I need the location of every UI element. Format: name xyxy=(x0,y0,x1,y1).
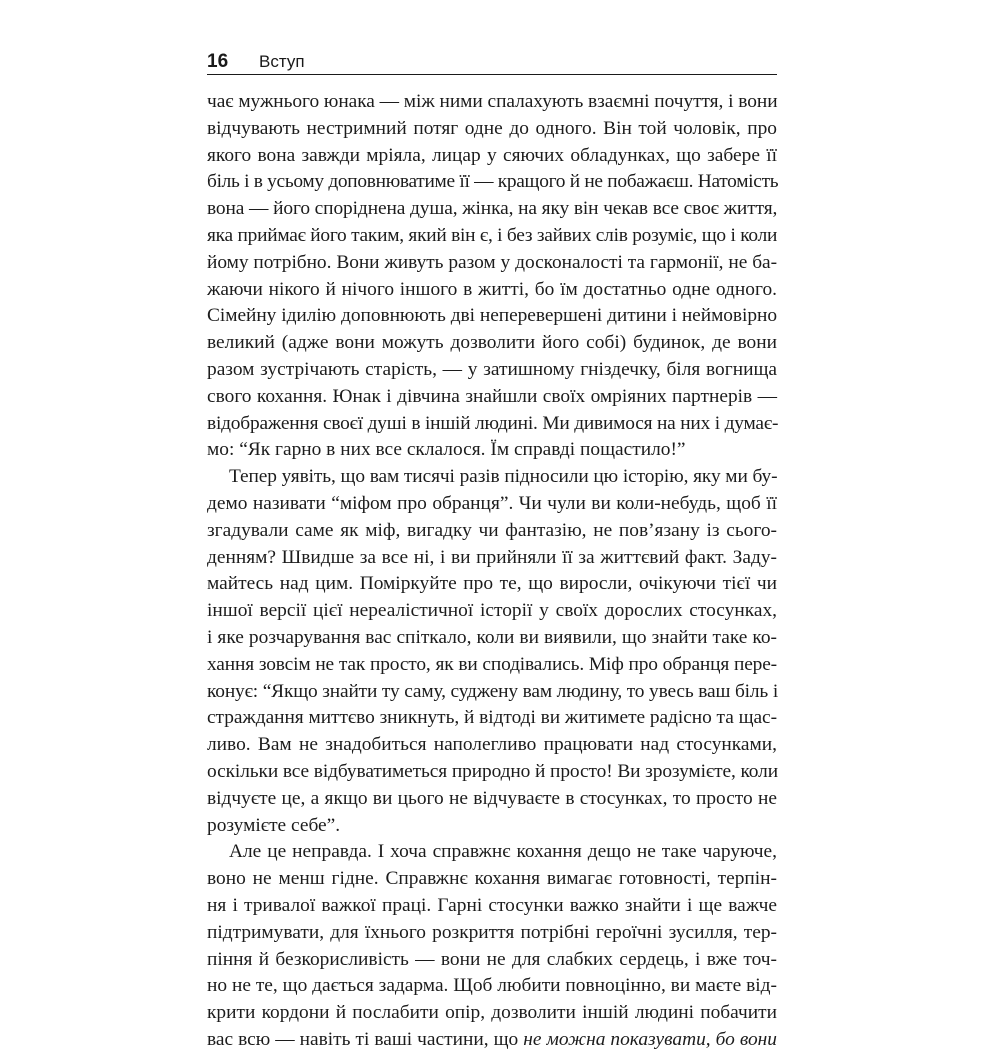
section-title: Вступ xyxy=(259,52,305,71)
text-line: страждання миттєво зникнуть, й відтоді ви житимете радісно та щас- xyxy=(207,707,777,729)
text-line: відчувають нестримний потяг одне до одного. Він той чоловік, про xyxy=(207,117,777,139)
text-line: воно не менш гідне. Справжнє кохання вимагає готовності, терпін- xyxy=(207,868,777,890)
paragraph-2 xyxy=(207,464,777,839)
text-line: Але це неправда. І хоча справжнє кохання дещо не таке чаруюче, xyxy=(229,841,777,863)
text-line: мо: “Як гарно в них все склалося. Їм справді пощастило!” xyxy=(207,439,686,461)
text-line: свого кохання. Юнак і дівчина знайшли своїх омріяних партнерів — xyxy=(207,385,777,407)
text-line: майтесь над цим. Поміркуйте про те, що виросли, очікуючи тієї чи xyxy=(207,573,777,595)
italic-fragment: не можна показувати, бо вони xyxy=(523,1028,777,1050)
text-line: демо називати “міфом про обранця”. Чи чули ви коли-небудь, щоб її xyxy=(207,492,777,514)
paragraph-3 xyxy=(207,839,777,1053)
text-line: Тепер уявіть, що вам тисячі разів підносили цю історію, яку ми бу- xyxy=(229,466,778,488)
text-line: біль і в усьому доповнюватиме її — кращого й не побажаєш. Натомість xyxy=(207,171,779,193)
text-line: Сімейну ідилію доповнюють дві неперевершені дитини і неймовірно xyxy=(207,305,777,327)
text-line: чає мужнього юнака — між ними спалахують взаємні почуття, і вони xyxy=(207,91,778,112)
text-line: якого вона завжди мріяла, лицар у сяючих обладунках, що забере її xyxy=(207,144,777,166)
text-line: ня і тривалої важкої праці. Гарні стосунки важко знайти і ще важче xyxy=(207,894,777,916)
text-line: разом зустрічають старість, — у затишному гніздечку, біля вогнища xyxy=(207,358,777,380)
text-line: яка приймає його таким, який він є, і без зайвих слів розуміє, що і коли xyxy=(207,224,778,246)
text-line: крити кордони й послабити опір, дозволити іншій людині побачити xyxy=(207,1002,777,1024)
text-line: конує: “Якщо знайти ту саму, суджену вам людину, то увесь ваш біль і xyxy=(207,680,779,702)
text-line: хання зовсім не так просто, як ви сподівались. Міф про обранця пере- xyxy=(207,653,777,675)
text-line: підтримувати, для їхнього розкриття потрібні героїчні зусилля, тер- xyxy=(207,921,777,943)
text-line: і яке розчарування вас спіткало, коли ви виявили, що знайти таке ко- xyxy=(207,626,777,648)
text-line: розумієте себе”. xyxy=(207,814,341,836)
text-line: йому потрібно. Вони живуть разом у досконалості та гармонії, не ба- xyxy=(207,251,777,273)
body-text xyxy=(207,89,777,1054)
text-fragment: вас всю — навіть ті ваші частини, що xyxy=(207,1028,524,1050)
text-line: відображення своєї душі в іншій людині. Ми дивимося на них і думає- xyxy=(207,412,779,434)
page-number: 16 xyxy=(207,51,229,72)
text-line: ливо. Вам не знадобиться наполегливо працювати над стосунками, xyxy=(207,734,777,756)
text-line: жаючи нікого й нічого іншого в житті, бо їм достатньо одне одного. xyxy=(207,278,777,300)
text-line: великий (адже вони можуть дозволити його собі) будинок, де вони xyxy=(207,332,777,354)
text-line: згадували саме як міф, вигадку чи фантазію, не пов’язану із сього- xyxy=(207,519,777,541)
text-line: відчуєте це, а якщо ви цього не відчуваєте в стосунках, то просто не xyxy=(207,787,777,809)
text-line: оскільки все відбуватиметься природно й просто! Ви зрозумієте, коли xyxy=(207,760,779,782)
text-line: піння й безкорисливість — вони не для слабких сердець, і вже точ- xyxy=(207,948,777,970)
text-line: денням? Швидше за все ні, і ви прийняли її за життєвий факт. Заду- xyxy=(207,546,777,568)
text-line: но не те, що дається задарма. Щоб любити повноцінно, ви маєте від- xyxy=(207,975,777,997)
text-line-mixed xyxy=(207,1027,777,1054)
paragraph-1 xyxy=(207,89,777,464)
text-line: іншої версії цієї нереалістичної історії у своїх дорослих стосунках, xyxy=(207,600,777,622)
running-header xyxy=(207,50,777,75)
text-line: вона — його споріднена душа, жінка, на яку він чекав все своє життя, xyxy=(207,198,778,220)
